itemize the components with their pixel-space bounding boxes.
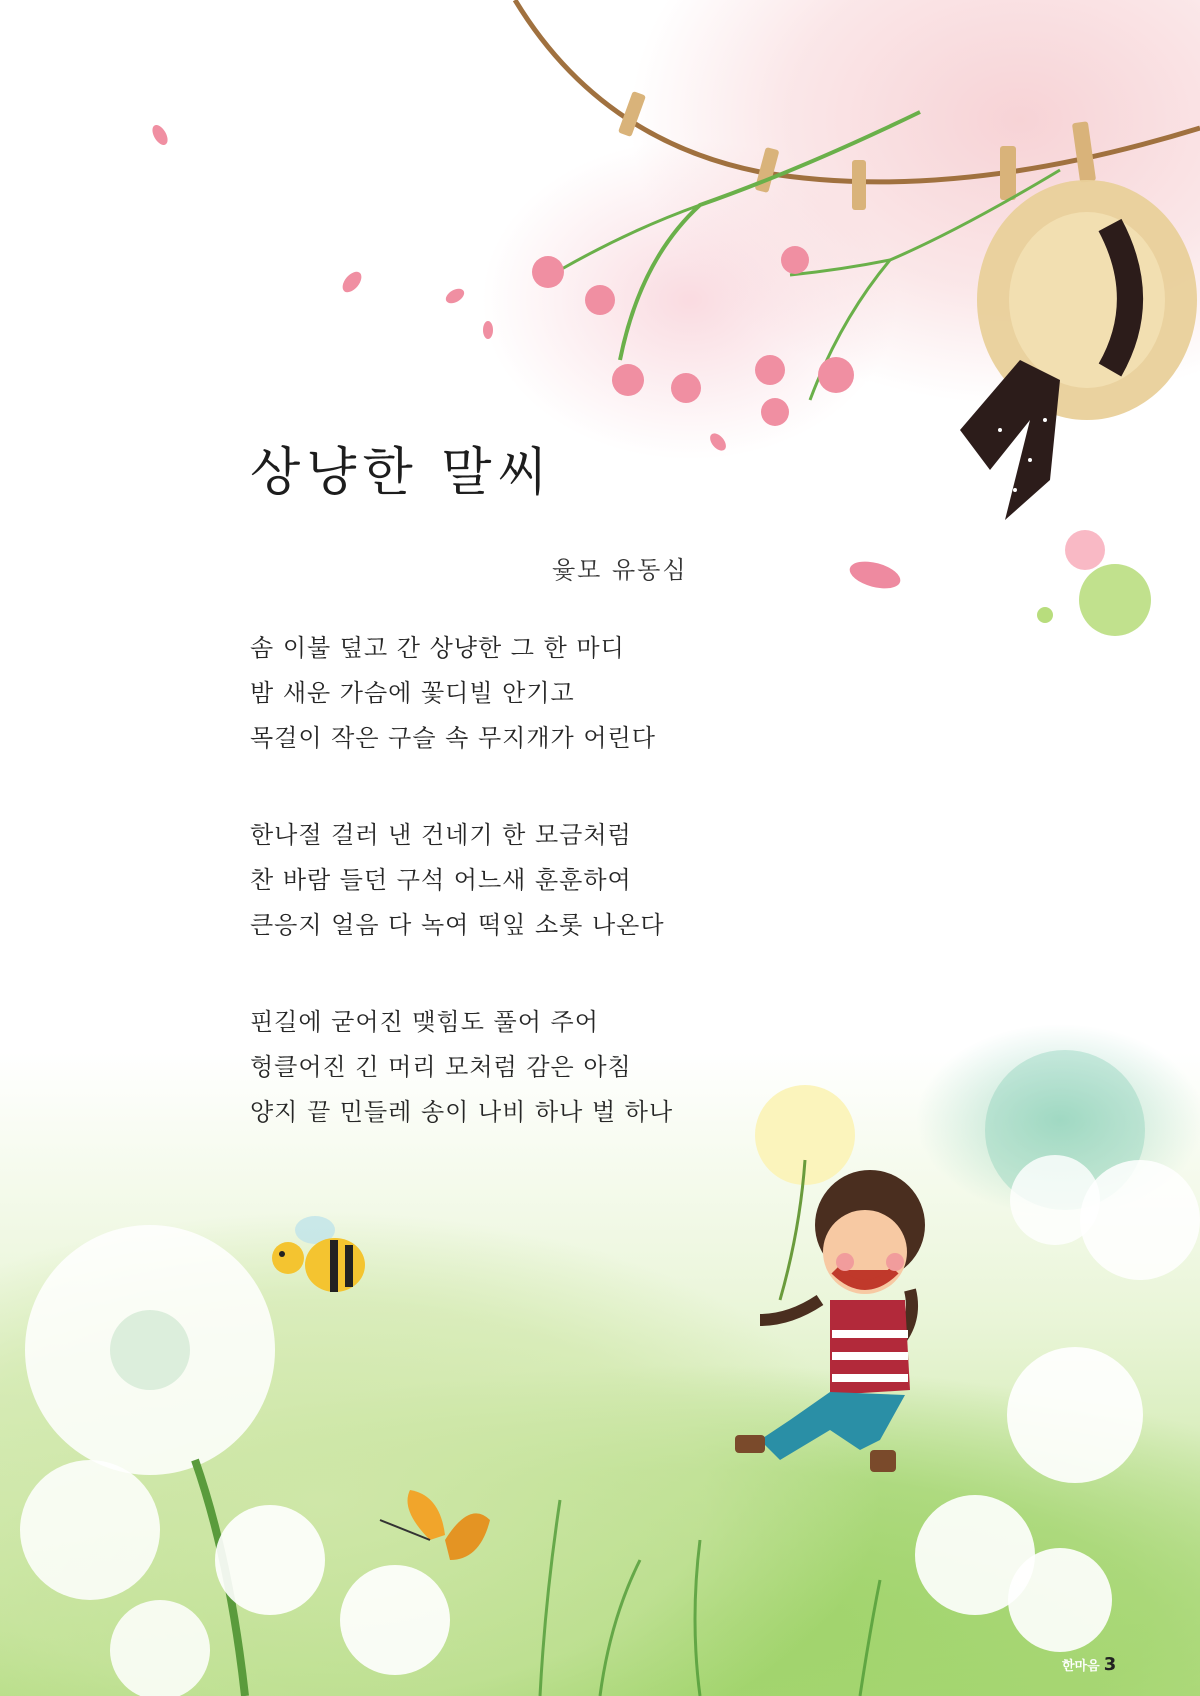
stanza-1 bbox=[250, 626, 810, 761]
page-number: 3 bbox=[1103, 1654, 1117, 1675]
magazine-name: 한마음 bbox=[1062, 1659, 1100, 1674]
poem-line: 밤 새운 가슴에 꽃디빌 안기고 bbox=[250, 679, 575, 707]
clothesline-icon bbox=[515, 0, 1200, 210]
poem-line: 핀길에 굳어진 맺힘도 풀어 주어 bbox=[250, 1008, 599, 1036]
girl-with-dandelion-icon bbox=[735, 1160, 925, 1472]
poem-line: 한나절 걸러 낸 건네기 한 모금처럼 bbox=[250, 821, 632, 849]
stanza-3 bbox=[250, 1000, 810, 1135]
poem-line: 찬 바람 들던 구석 어느새 훈훈하여 bbox=[250, 866, 632, 894]
poem-line: 솜 이불 덮고 간 상냥한 그 한 마디 bbox=[250, 634, 625, 662]
poem-line: 양지 끝 민들레 송이 나비 하나 벌 하나 bbox=[250, 1098, 674, 1126]
butterfly-icon bbox=[380, 1490, 490, 1560]
poem-author: 윷모 유동심 bbox=[552, 556, 688, 584]
straw-hat-icon bbox=[960, 180, 1197, 520]
poem-title: 상냥한 말씨 bbox=[250, 443, 554, 503]
poem-line: 헝클어진 긴 머리 모처럼 감은 아침 bbox=[250, 1053, 632, 1081]
poem-line: 큰응지 얼음 다 녹여 떡잎 소롯 나온다 bbox=[250, 911, 665, 939]
stanza-2 bbox=[250, 813, 810, 948]
poem-body bbox=[250, 626, 810, 1187]
poem-line: 목걸이 작은 구슬 속 무지개가 어린다 bbox=[250, 724, 656, 752]
page-footer bbox=[1062, 1654, 1116, 1675]
bee-icon bbox=[272, 1216, 365, 1292]
